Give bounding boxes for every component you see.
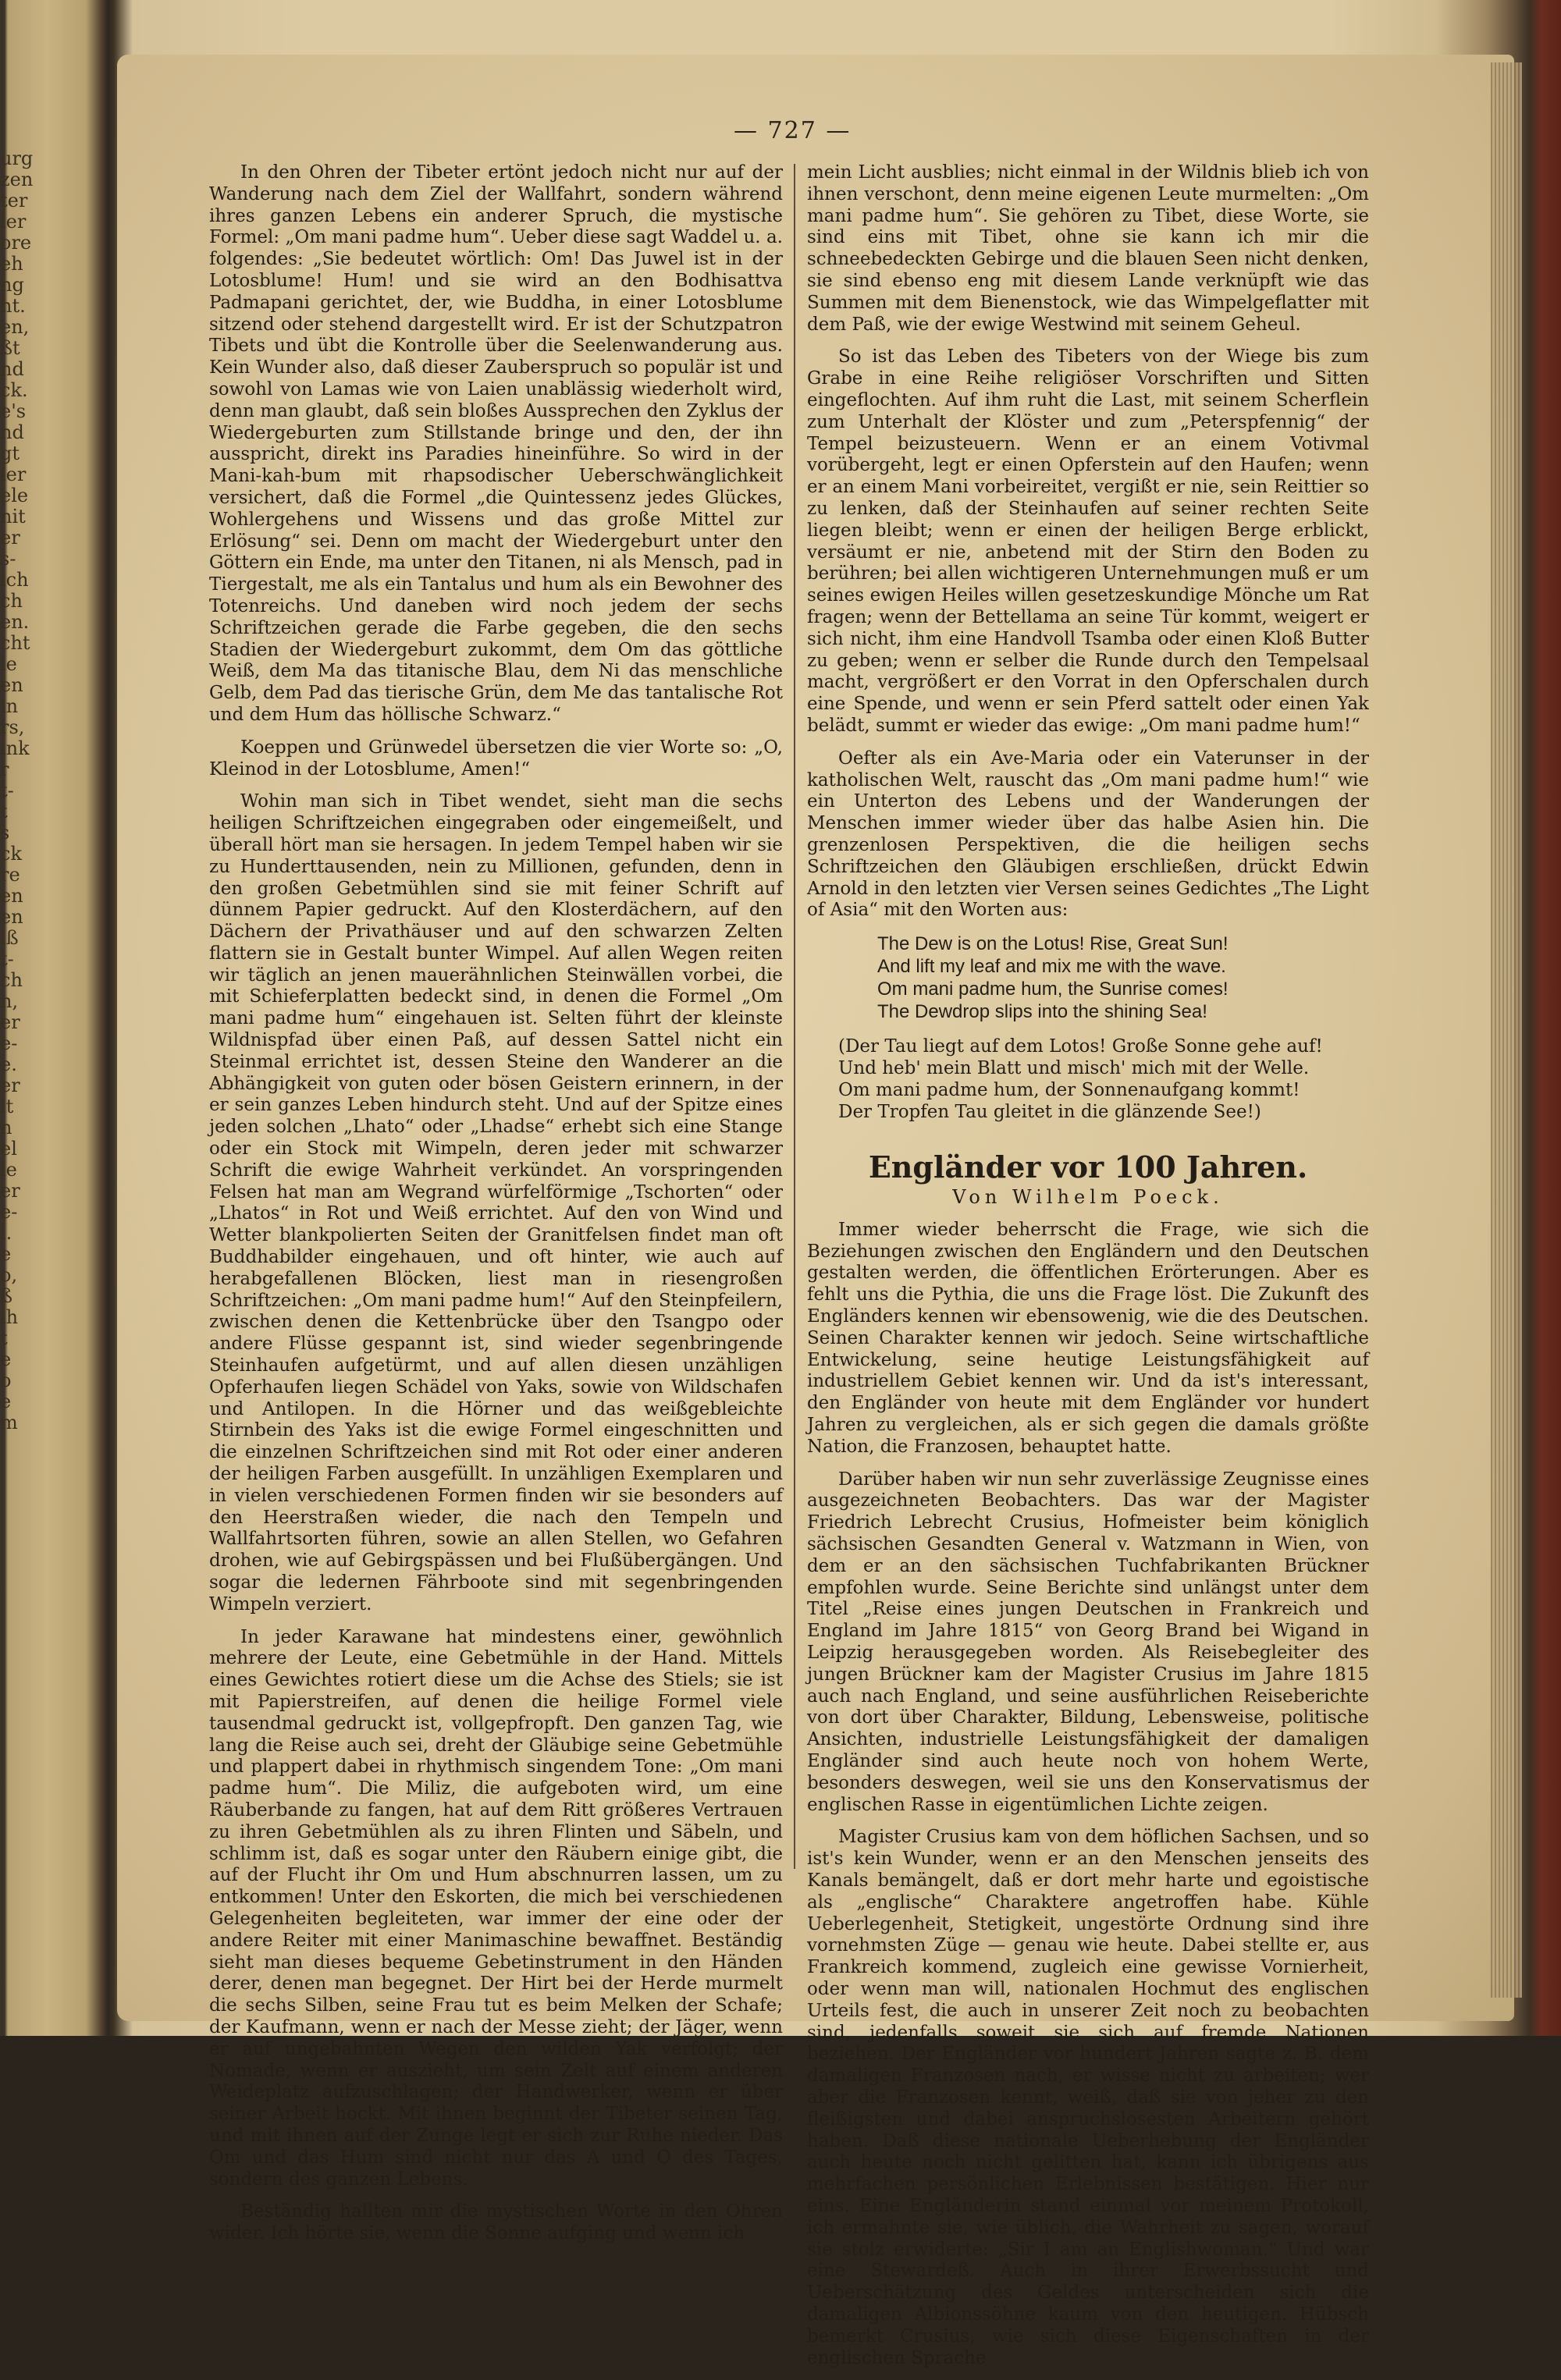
left-page-line-fragment: ng: [0, 274, 24, 296]
paragraph: So ist das Leben des Tibeters von der Wiege bis zum Grabe in eine Reihe religiöser Vorschriften und Sitten eingeflochten. Auf ihm ruht die Last, mit seinem Scherflein zum Unterhalt der Klöster und zum „Peterspfennig“ der Tempel beizusteuern. Wenn er an einem Votivmal vorübergeht, legt er einen Opferstein auf den Haufen; wenn er an einem Mani vorbeireitet, vergißt er nie, sein Reittier so zu lenken, daß der Steinhaufen auf seiner rechten Seite liegen bleibt; wenn er einen der heiligen Berge erblickt, versäumt er nie, anbetend mit der Stirn den Boden zu berühren; bei allen wichtigeren Unternehmungen muß er um seines ewigen Heiles willen gesetzeskundige Mönche um Rat fragen; wenn der Bettellama an seine Tür kommt, weigert er sich nicht, ihm eine Handvoll Tsamba oder einen Kloß Butter zu geben; wenn er selber die Runde durch den Tempelsaal macht, vergrößert er den Vorrat in den Opferschalen durch eine Spende, und wenn er sein Pferd sattelt oder einen Yak belädt, summt er wieder das ewige: „Om mani padme hum!“: [807, 346, 1369, 736]
left-page-line-fragment: i.: [0, 1222, 12, 1244]
left-page-line-fragment: ore: [0, 232, 32, 254]
left-page-line-fragment: er: [0, 1075, 20, 1096]
left-page-line-fragment: lt: [0, 1096, 14, 1117]
left-page-line-fragment: e: [0, 1391, 12, 1412]
left-page-line-fragment: cht: [0, 632, 30, 654]
left-page-line-fragment: er: [0, 1180, 20, 1202]
left-page-line-fragment: t-: [0, 780, 14, 801]
paragraph: Beständig hallten mir die mystischen Worte in den Ohren wider. Ich hörte sie, wenn die Sonne aufging und wenn ich: [209, 2201, 783, 2244]
paragraph: Darüber haben wir nun sehr zuverlässige Zeugnisse eines ausgezeichneten Beobachters. Das war der Magister Friedrich Lebrecht Crusius, Hofmeister beim königlich sächsischen Gesandten General v. Watzmann in Wien, von dem er an den sächsischen Tuchfabrikanten Brückner empfohlen wurde. Seine Berichte sind unlängst unter dem Titel „Reise eines jungen Deutschen in Frankreich und England im Jahre 1815“ von Georg Brand bei Wigand in Leipzig herausgegeben worden. Als Reisebegleiter des jungen Brückner kam der Magister Crusius im Jahre 1815 auch nach England, und seine ausführlichen Reiseberichte von dort über Charakter, Bildung, Lebensweise, politische Ansichten, industrielle Leistungsfähigkeit der damaligen Engländer sind auch heute noch von hohem Werte, besonders deswegen, weil sie uns den Konservatismus der englischen Rasse in eigentümlichen Lichte zeigen.: [807, 1469, 1369, 1815]
left-page-line-fragment: e: [0, 1243, 12, 1265]
paragraph: In jeder Karawane hat mindestens einer, gewöhnlich mehrere der Leute, eine Gebetmühle in der Hand. Mittels eines Gewichtes rotiert diese um die Achse des Stiels; sie ist mit Papierstreifen, auf denen die heilige Formel viele tausendmal gedruckt ist, vollgepfropft. Den ganzen Tag, wie lang die Reise auch sei, dreht der Gläubige seine Gebetmühle und plappert dabei in rhythmisch singendem Tone: „Om mani padme hum“. Die Miliz, die aufgeboten wird, um eine Räuberbande zu fangen, hat auf dem Ritt größeres Vertrauen zu ihren Gebetmühlen als zu ihren Flinten und Säbeln, und schlimm ist, daß es sogar unter den Räubern einige gibt, die auf der Flucht ihr Om und Hum abschnurren lassen, um zu entkommen! Unter den Eskorten, die mich bei verschiedenen Gelegenheiten begleiteten, war immer der eine oder der andere Reiter mit einer Manimaschine bewaffnet. Beständig sieht man dieses bequeme Gebetinstrument in den Händen derer, denen man begegnet. Der Hirt bei der Herde murmelt die sechs Silben, seine Frau tut es beim Melken der Schafe; der Kaufmann, wenn er nach der Messe zieht; der Jäger, wenn er auf ungebahnten Wegen den wilden Yak verfolgt; der Nomade, wenn er auszieht, um sein Zelt auf einem anderen Weideplatz aufzuschlagen; der Handwerker, wenn er über seiner Arbeit hockt. Mit ihnen beginnt der Tibeter seinen Tag, und mit ihnen auf der Zunge legt er sich zur Ruhe nieder. Das Om und das Hum sind nicht nur das A und O des Tages, sondern des ganzen Lebens.: [209, 1626, 783, 2190]
left-page-line-fragment: er: [0, 527, 20, 549]
left-page-line-fragment: e-: [0, 1032, 18, 1054]
left-page-line-fragment: nd: [0, 358, 24, 380]
left-page-line-fragment: r: [0, 758, 9, 780]
left-page-line-fragment: en: [0, 906, 23, 928]
left-page-line-fragment: o: [0, 1369, 12, 1391]
paragraph: Magister Crusius kam von dem höflichen Sachsen, und so ist's kein Wunder, wenn er an den Menschen jenseits des Kanals bemängelt, daß er dort mehr harte und egoistische als „englische“ Charaktere angetroffen habe. Kühle Ueberlegenheit, Stetigkeit, ungestörte Ordnung sind ihre vornehmsten Züge — genau wie heute. Dabei stellte er, aus Frankreich kommend, zugleich eine gewisse Vornierheit, oder wenn man will, nationalen Hochmut des englischen Urteils fest, die auch in unserer Zeit noch zu beobachten sind, jedenfalls soweit sie sich auf fremde Nationen beziehen. Der Engländer vor hundert Jahren sagte z. B. dem damaligen Franzosen nach, er wisse nicht zu arbeiten; wer aber die Franzosen kennt, weiß, daß sie von jeher zu den fleißigsten und dabei anspruchslosesten Arbeitern gehört haben. Daß diese nationale Ueberhebung der Engländer auch heute noch nicht gelitten hat, kann ich übrigens aus mehrfachen persönlichen Erlebnissen bestätigen. Hier nur eins. Eine Engländerin stand einmal vor meinem Protokoll, ich ermahnte sie, wie üblich, die Wahrheit zu sagen, worauf sie stolz erwiderte: „Sir I am an Englishwoman.“ Und war eine Stewardeß. Auch in ihrer Erwerbssucht und Ueberschätzung des Geldes unterscheiden sich die damaligen Albionssöhne kaum von den heutigen. Hübsch bemerkt Crusius, wie sich diese Eigenschaften in der englischen Sprache: [807, 1827, 1369, 2368]
page-number: — 727 —: [734, 117, 852, 144]
left-page-line-fragment: ter: [0, 190, 28, 211]
column-2: [807, 162, 1369, 2380]
left-page-line-fragment: n,: [0, 990, 19, 1012]
left-page-line-fragment: ch: [0, 969, 23, 991]
left-page-line-fragment: rs,: [0, 716, 25, 738]
left-page-line-fragment: n: [0, 1117, 12, 1138]
left-page-line-fragment: nd: [0, 421, 24, 443]
poem-translation-line: Der Tropfen Tau gleitet in die glänzende See!): [838, 1102, 1261, 1123]
column-2-top-text: [807, 162, 1369, 922]
left-page-line-fragment: e's: [0, 400, 27, 422]
left-page-line-fragment: ßt: [0, 337, 20, 359]
left-page-line-fragment: en: [0, 885, 23, 907]
left-page-line-fragment: o,: [0, 1264, 18, 1286]
article-byline: Von Wilhelm Poeck.: [952, 1186, 1224, 1209]
left-page-line-fragment: ele: [0, 485, 29, 506]
left-page-line-fragment: s-: [0, 548, 16, 570]
paragraph: mein Licht ausblies; nicht einmal in der Wildnis blieb ich von ihnen verschont, denn meine eigenen Leute murmelten: „Om mani padme hum“. Sie gehören zu Tibet, diese Worte, sie sind eins mit Tibet, ohne sie kann ich mir die schneebedeckten Gebirge und die blauen Seen nicht denken, sie sind ebenso eng mit diesem Lande verknüpft wie das Summen mit dem Bienenstock, wie das Wimpelgeflatter mit dem Paß, wie der ewige Westwind mit seinem Geheul.: [807, 162, 1369, 335]
left-page-line-fragment: ch: [0, 590, 23, 612]
left-page-line-fragment: eh: [0, 253, 23, 275]
left-page-line-fragment: en: [0, 674, 23, 696]
poem-translation-line: Om mani padme hum, der Sonnenaufgang kommt!: [838, 1080, 1300, 1101]
left-page-line-fragment: e.: [0, 1053, 17, 1075]
left-page-line-fragment: er: [0, 1011, 20, 1033]
german-poem-translation: [838, 1035, 1369, 1123]
poem-line: The Dew is on the Lotus! Rise, Great Sun!: [877, 933, 1229, 955]
left-page-line-fragment: re: [0, 864, 20, 886]
left-page-line-fragment: el: [0, 1138, 17, 1160]
column-divider: [794, 164, 795, 1869]
left-page-line-fragment: s: [0, 822, 10, 844]
left-page-line-fragment: ier: [0, 211, 27, 233]
left-page-line-fragment: ie: [0, 1159, 17, 1181]
left-page-line-fragment: ck.: [0, 379, 28, 401]
poem-line: The Dewdrop slips into the shining Sea!: [877, 1001, 1207, 1023]
left-page-line-fragment: in: [0, 695, 19, 717]
left-page-line-fragment: t: [0, 801, 8, 822]
left-page-line-fragment: urg: [0, 148, 34, 169]
left-page-line-fragment: en.: [0, 611, 30, 633]
left-page-line-fragment: m: [0, 1412, 18, 1433]
column-1: [209, 162, 783, 2256]
left-page-line-fragment: ck: [0, 843, 22, 865]
left-page-line-fragment: ht.: [0, 295, 26, 317]
poem-line: And lift my leaf and mix me with the wave.: [877, 956, 1226, 978]
left-page-line-fragment: gt: [0, 442, 20, 464]
page-edges: [1491, 62, 1522, 1998]
paragraph: Koeppen und Grünwedel übersetzen die vier Worte so: „O, Kleinod in der Lotosblume, Amen!“: [209, 737, 783, 780]
left-page-line-fragment: e: [0, 1348, 12, 1370]
left-page-line-fragment: ih: [0, 1306, 19, 1328]
left-page-line-fragment: nit: [0, 506, 26, 528]
article-title: Engländer vor 100 Jahren.: [868, 1149, 1308, 1185]
article-body: [807, 1220, 1369, 2369]
paragraph: Immer wieder beherrscht die Frage, wie sich die Beziehungen zwischen den Engländern und den Deutschen gestalten werden, die öffentlichen Erörterungen. Aber es fehlt uns die Pythia, die uns die Frage löst. Die Zukunft des Engländers kennen wir ebensowenig, wie die des Deutschen. Seinen Charakter kennen wir jedoch. Seine wirtschaftliche Entwickelung, seine heutige Leistungsfähigkeit auf industriellem Gebiet kennen wir. Und da ist's interessant, den Engländer von heute mit dem Engländer vor hundert Jahren zu vergleichen, als er sich gegen die damals größte Nation, die Franzosen, behauptet hatte.: [807, 1219, 1369, 1457]
left-page-line-fragment: en,: [0, 316, 30, 338]
left-page-line-fragment: ink: [0, 737, 30, 759]
left-page-line-fragment: ich: [0, 569, 29, 591]
left-page-line-fragment: ier: [0, 464, 27, 485]
english-poem: [877, 932, 1369, 1023]
left-page-line-fragment: ß: [0, 1285, 13, 1307]
left-page-line-fragment: t: [0, 1327, 8, 1349]
left-page-line-fragment: zen: [0, 169, 34, 190]
paragraph: Wohin man sich in Tibet wendet, sieht man die sechs heiligen Schriftzeichen eingegraben oder eingemeißelt, und überall hört man sie hersagen. In jedem Tempel haben wir sie zu Hunderttausenden, nein zu Millionen, gefunden, denn in den großen Gebetmühlen sind sie mit feiner Schrift auf dünnem Papier gedruckt. Auf den Klosterdächern, auf den Dächern der Privathäuser und auf den schwarzen Zelten flattern sie in Gestalt bunter Wimpel. Auf allen Wegen reiten wir täglich an jenen mauerähnlichen Steinwällen vorbei, die mit Schieferplatten bedeckt sind, in denen die Formel „Om mani padme hum“ eingehauen ist. Selten führt der kleinste Wildnispfad über einen Paß, auf dessen Sattel nicht ein Steinmal errichtet ist, dessen Steine den Wanderer an die Abhängigkeit von guten oder bösen Geistern erinnern, in der er sein ganzes Leben hindurch steht. Und auf der Spitze eines jeden solchen „Lhato“ oder „Lhadse“ erhebt sich eine Stange oder ein Stock mit Wimpeln, deren jeder mit schwarzer Schrift die ewige Wahrheit verkündet. An vorspringenden Felsen hat man am Wegrand würfelförmige „Tschorten“ oder „Lhatos“ in Rot und Weiß errichtet. Auf den von Wind und Wetter blankpolierten Seiten der Granitfelsen findet man oft Buddhabilder eingehauen, und oft hinter, wie auch auf herabgefallenen Blöcken, liest man in riesengroßen Schriftzeichen: „Om mani padme hum!“ Auf den Steinpfeilern, zwischen denen die Kettenbrücke über den Tsangpo oder andere Flüsse gespannt ist, sind wieder segenbringende Steinhaufen aufgetürmt, und auf allen diesen unzähligen Opferhaufen liegen Schädel von Yaks, sowie von Wildschafen und Antilopen. In die Hörner und das weißgebleichte Stirnbein des Yaks ist die ewige Formel eingeschnitten und die einzelnen Schriftzeichen sind mit Rot oder einer anderen der heiligen Farben ausgefüllt. In unzähligen Exemplaren und in vielen verschiedenen Formen finden wir sie besonders auf den Heerstraßen wieder, die nach den Tempeln und Wallfahrtsorten führen, sowie an allen Stellen, wo Gefahren drohen, wie auf Gebirgspässen und bei Flußübergängen. Und sogar die ledernen Fährboote sind mit segenbringenden Wimpeln verziert.: [209, 791, 783, 1614]
poem-line: Om mani padme hum, the Sunrise comes!: [877, 979, 1229, 1000]
paragraph: In den Ohren der Tibeter ertönt jedoch nicht nur auf der Wanderung nach dem Ziel der Wallfahrt, sondern während ihres ganzen Lebens ein anderer Spruch, die mystische Formel: „Om mani padme hum“. Ueber diese sagt Waddel u. a. folgendes: „Sie bedeutet wörtlich: Om! Das Juwel ist in der Lotosblume! Hum! und sie wird an den Bodhisattva Padmapani gerichtet, der, wie Buddha, in einer Lotosblume sitzend oder stehend dargestellt wird. Er ist der Schutzpatron Tibets und übt die Kontrolle über die Seelenwanderung aus. Kein Wunder also, daß dieser Zauberspruch so populär ist und sowohl von Lamas wie von Laien unablässig wiederholt wird, denn man glaubt, daß sein bloßes Aussprechen den Zyklus der Wiedergeburten zum Stillstande bringe und den, der ihn ausspricht, direkt ins Paradies hineinführe. So wird in der Mani-kah-bum mit rhapsodischer Ueberschwänglichkeit versichert, daß die Formel „die Quintessenz jedes Glückes, Wohlergehens und Wissens und das große Mittel zur Erlösung“ sei. Denn om macht der Wiedergeburt unter den Göttern ein Ende, ma unter den Titanen, ni als Mensch, pad in Tiergestalt, me als ein Tantalus und hum als ein Bewohner des Totenreichs. Und daneben wird noch jedem der sechs Schriftzeichen gerade die Farbe gegeben, die den sechs Stadien der Wiedergeburt zukommt, dem Om das göttliche Weiß, dem Ma das titanische Blau, dem Ni das menschliche Gelb, dem Pad das tierische Grün, dem Me das tantalische Rot und dem Hum das höllische Schwarz.“: [209, 162, 783, 725]
poem-translation-line: (Der Tau liegt auf dem Lotos! Große Sonne gehe auf!: [838, 1036, 1323, 1057]
paragraph: Oefter als ein Ave-Maria oder ein Vaterunser in der katholischen Welt, rauscht das „Om mani padme hum!“ wie ein Unterton des Lebens und der Wanderungen der Menschen immer wieder über das halbe Asien hin. Die grenzenlosen Perspektiven, die die heiligen sechs Schriftzeichen den Gläubigen erschließen, drückt Edwin Arnold in den letzten vier Versen seines Gedichtes „The Light of Asia“ mit den Worten aus:: [807, 748, 1369, 921]
left-page-line-fragment: iß: [0, 927, 19, 949]
poem-translation-line: Und heb' mein Blatt und misch' mich mit der Welle.: [838, 1058, 1310, 1079]
left-page-line-fragment: e-: [0, 1201, 18, 1223]
left-page-fragment: [0, 148, 98, 1865]
left-page-line-fragment: t-: [0, 948, 14, 970]
left-page-line-fragment: ie: [0, 653, 17, 675]
